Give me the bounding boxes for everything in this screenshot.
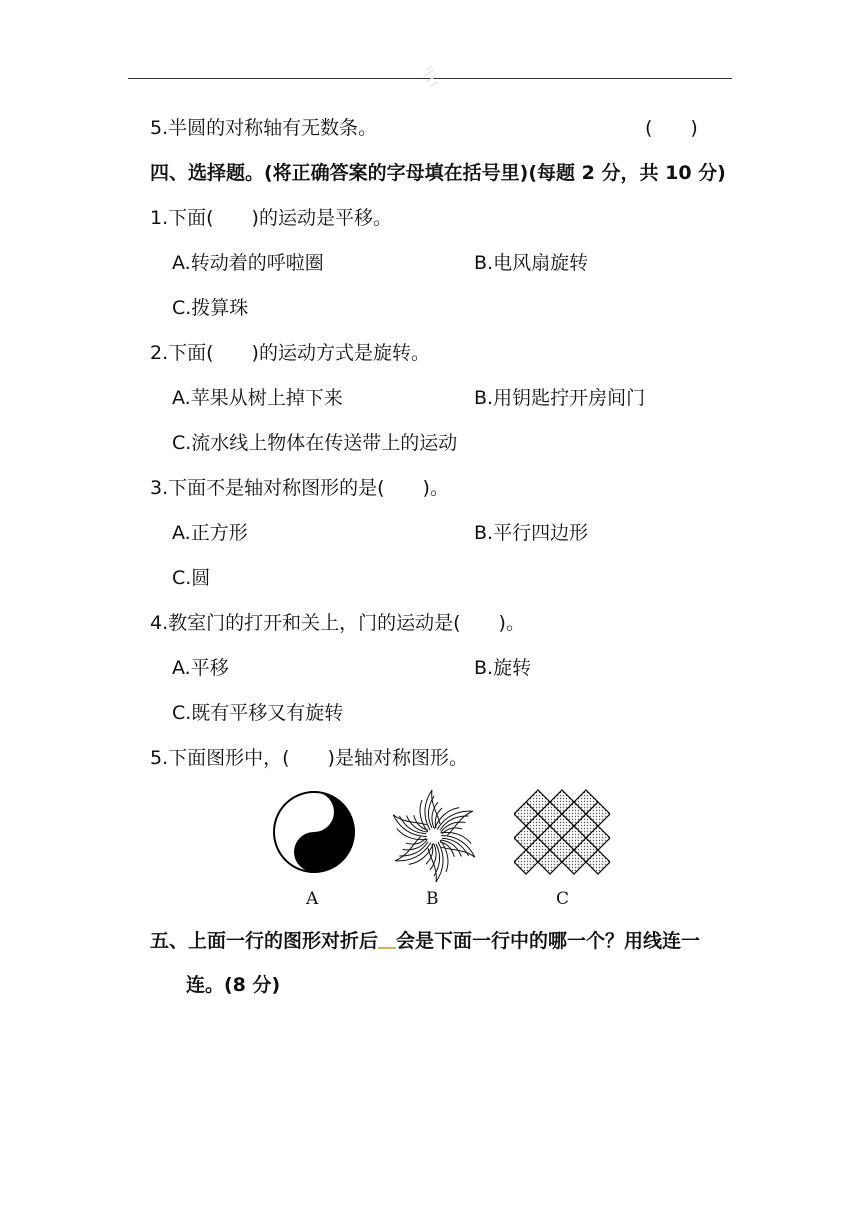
section-4-heading: 四、选择题。(将正确答案的字母填在括号里)(每题 2 分，共 10 分) [150,162,726,184]
question-3-option-c: C.圆 [172,567,211,589]
pinwheel-figure [382,788,486,884]
question-3-option-a: A.正方形 [172,522,248,544]
figure-label-a: A [306,889,319,909]
question-1-option-a: A.转动着的呼啦圈 [172,252,324,274]
tf-question-5: 5.半圆的对称轴有无数条。 [150,117,378,139]
question-2-option-b: B.用钥匙拧开房间门 [474,387,646,409]
yin-yang-figure [272,790,356,874]
question-1-option-b: B.电风扇旋转 [474,252,589,274]
answer-paren[interactable]: ( ) [645,117,698,139]
question-4-option-b: B.旋转 [474,657,532,679]
question-3-option-b: B.平行四边形 [474,522,589,544]
question-4-stem: 4.教室门的打开和关上，门的运动是( )。 [150,612,525,634]
question-3-stem: 3.下面不是轴对称图形的是( )。 [150,477,449,499]
watermark-icon [420,64,442,90]
question-5-stem: 5.下面图形中，( )是轴对称图形。 [150,747,468,769]
figure-label-c: C [556,889,570,909]
question-4-option-c: C.既有平移又有旋转 [172,702,344,724]
section-5-heading-part2: 会是下面一行中的哪一个？用线连一 [396,930,701,952]
figure-label-b: B [426,889,439,909]
section-5-heading [150,928,700,954]
diamond-lattice-figure [514,788,610,884]
question-2-option-a: A.苹果从树上掉下来 [172,387,343,409]
section-5-heading-part1: 五、上面一行的图形对折后 [150,930,379,952]
question-4-option-a: A.平移 [172,657,229,679]
question-2-option-c: C.流水线上物体在传送带上的运动 [172,432,458,454]
question-2-stem: 2.下面( )的运动方式是旋转。 [150,342,430,364]
section-5-heading-line2: 连。(8 分) [186,974,281,996]
question-1-stem: 1.下面( )的运动是平移。 [150,207,392,229]
question-1-option-c: C.拨算珠 [172,297,249,319]
